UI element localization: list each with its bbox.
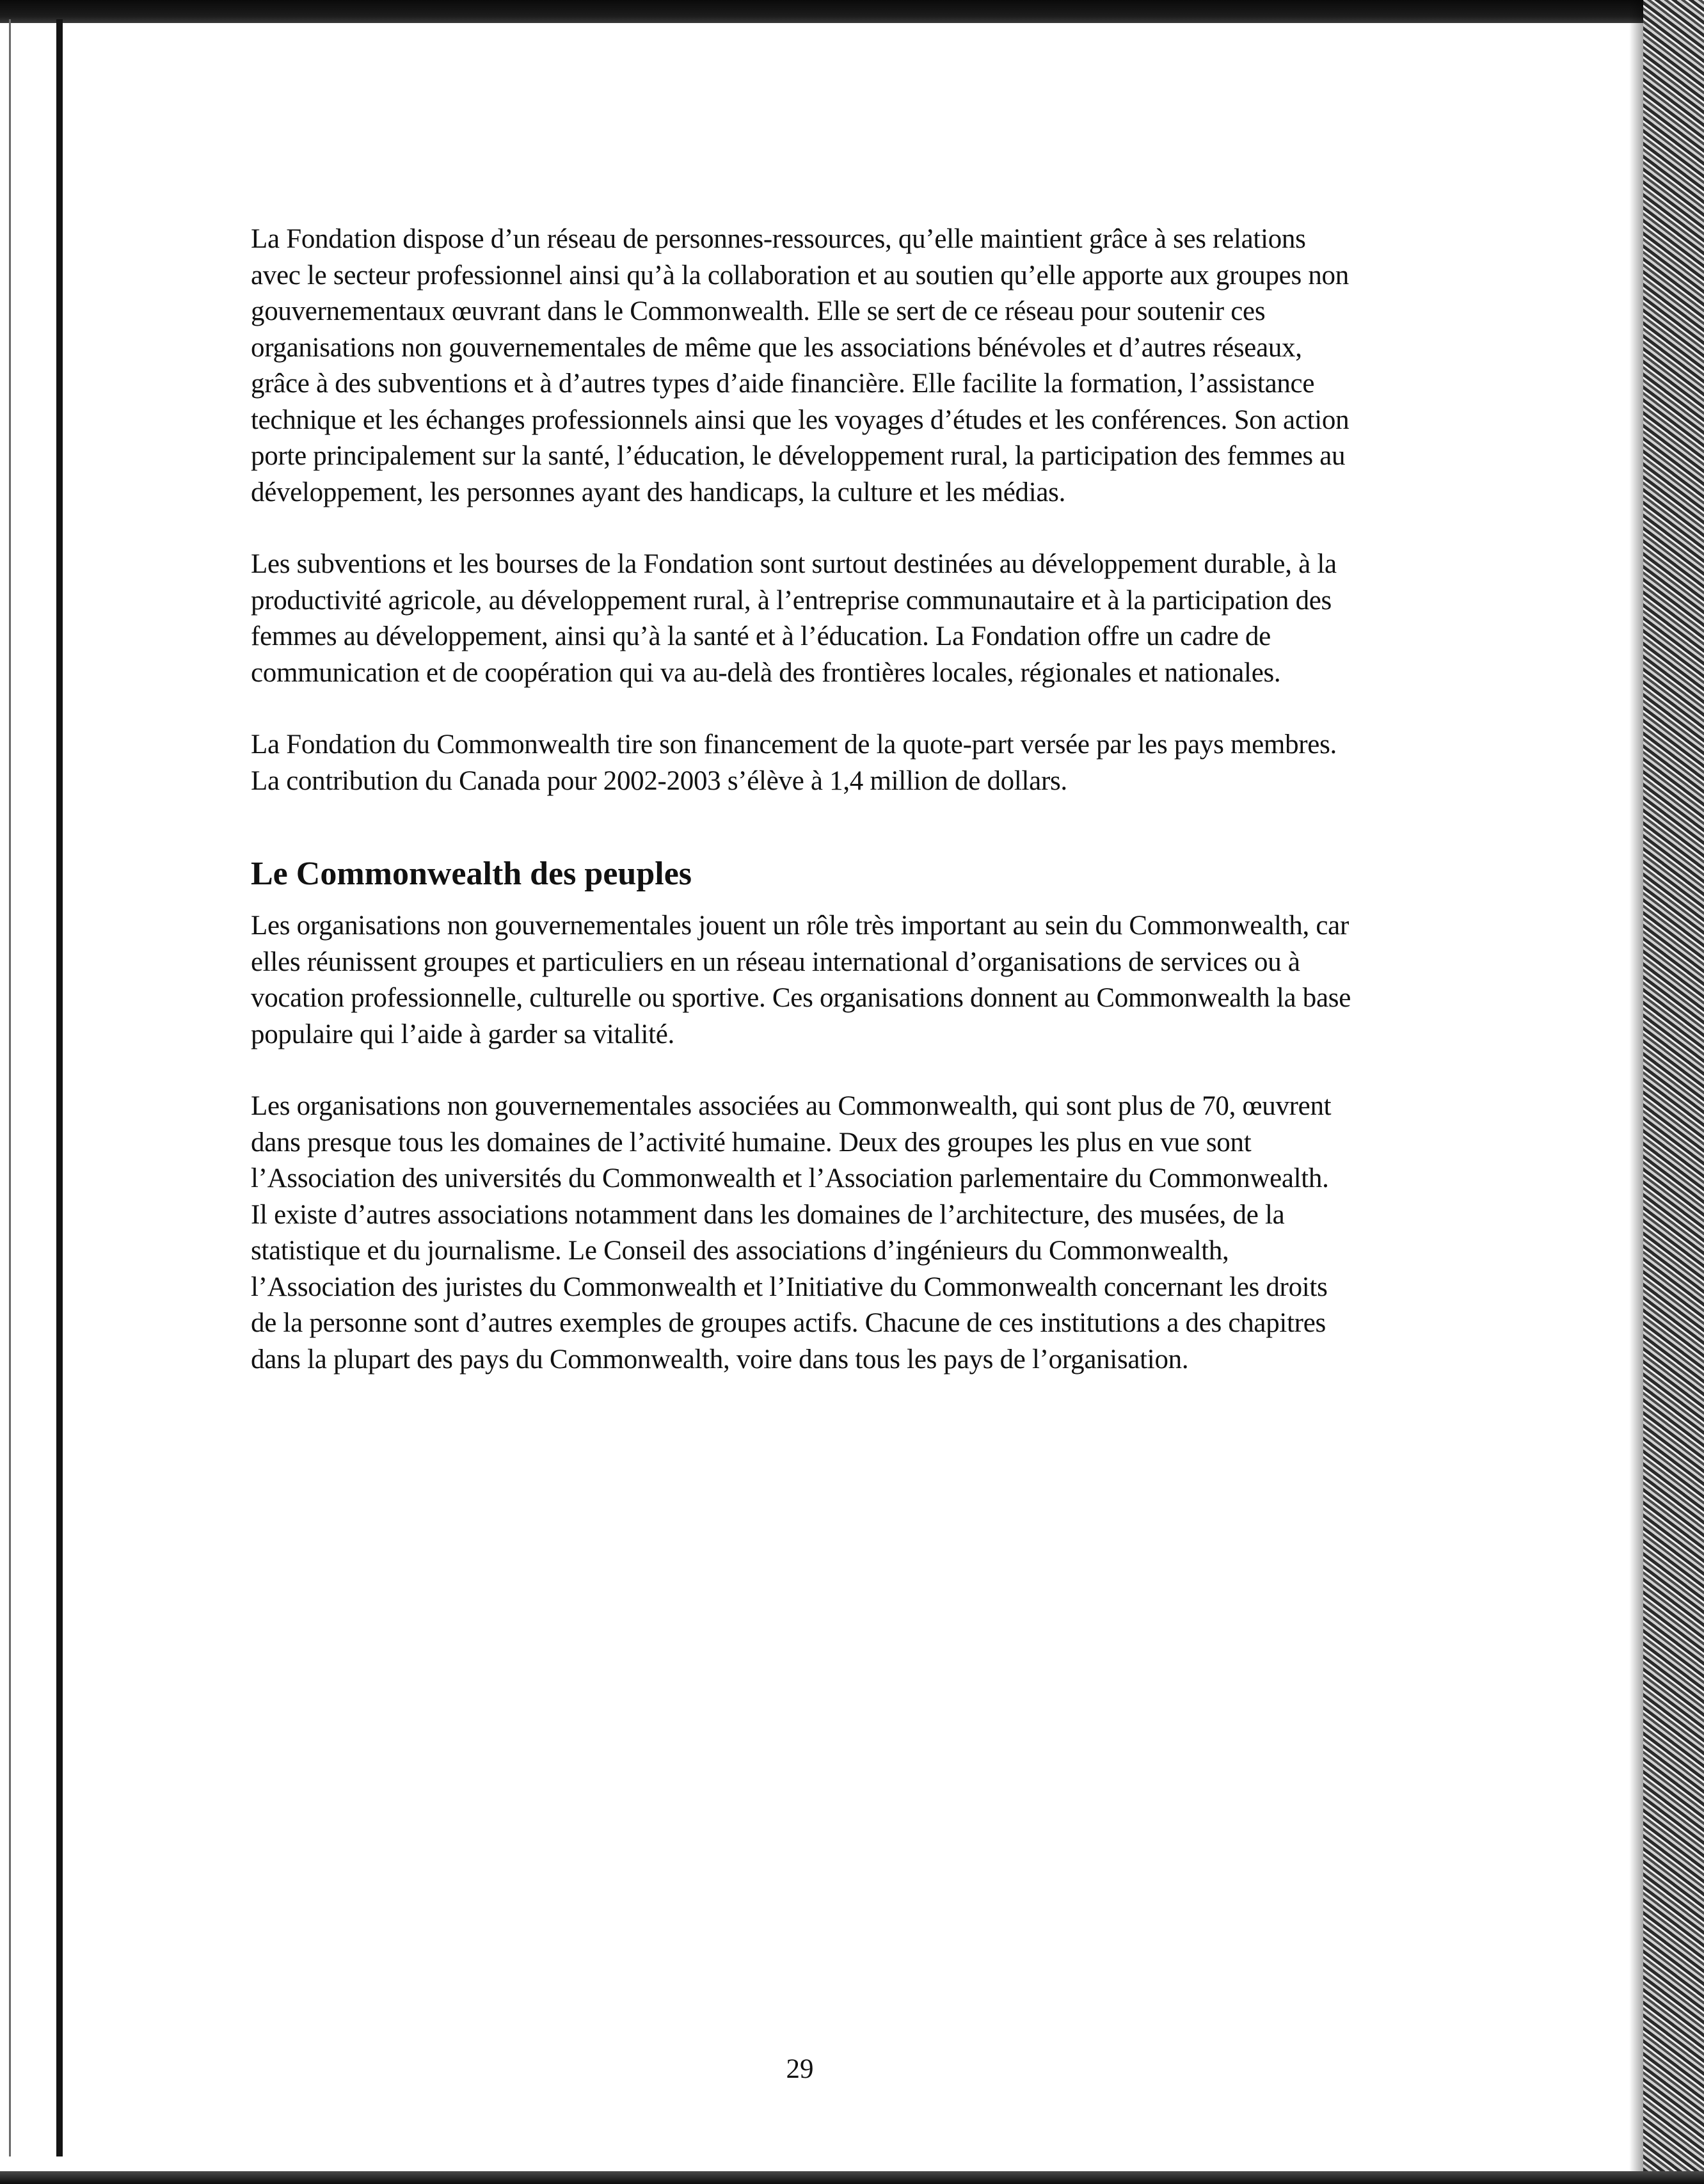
scan-right-edge <box>1643 0 1704 2184</box>
page-body <box>251 221 1351 1414</box>
scan-binding-rule <box>56 19 63 2156</box>
paragraph-ngo-role: Les organisations non gouvernementales jouent un rôle très important au sein du Commonwealth, car elles réunissent groupes et particuliers en un réseau international d’organisations de services ou à vocation professionnelle, culturelle ou sportive. Ces organisations donnent au Commonwealth la base populaire qui l’aide à garder sa vitalité. <box>251 911 1351 1049</box>
scan-left-margin-line <box>9 19 11 2156</box>
scan-bottom-edge <box>0 2171 1704 2184</box>
page-number: 29 <box>786 2054 814 2084</box>
scan-top-edge <box>0 0 1704 23</box>
scan-right-shadow <box>1629 0 1643 2184</box>
paragraph-fondation-network: La Fondation dispose d’un réseau de personnes-ressources, qu’elle maintient grâce à ses relations avec le secteur professionnel ainsi qu’à la collaboration et au soutien qu’elle apporte aux groupes non gouvernementaux œuvrant dans le Commonwealth. Elle se sert de ce réseau pour soutenir ces organisations non gouvernementales de même que les associations bénévoles et d’autres réseaux, grâce à des subventions et à d’autres types d’aide financière. Elle facilite la formation, l’assistance technique et les échanges professionnels ainsi que les voyages d’études et les conférences. Son action porte principalement sur la santé, l’éducation, le développement rural, la participation des femmes au développement, les personnes ayant des handicaps, la culture et les médias. <box>251 224 1350 507</box>
section-heading: Le Commonwealth des peuples <box>251 856 692 892</box>
paragraph-ngo-examples: Les organisations non gouvernementales associées au Commonwealth, qui sont plus de 70, œuvrent dans presque tous les domaines de l’activité humaine. Deux des groupes les plus en vue sont l’Association des universités du Commonwealth et l’Association parlementaire du Commonwealth. Il existe d’autres associations notamment dans les domaines de l’architecture, des musées, de la statistique et du journalisme. Le Conseil des associations d’ingénieurs du Commonwealth, l’Association des juristes du Commonwealth et l’Initiative du Commonwealth concernant les droits de la personne sont d’autres exemples de groupes actifs. Chacune de ces institutions a des chapitres dans la plupart des pays du Commonwealth, voire dans tous les pays de l’organisation. <box>251 1091 1332 1375</box>
paragraph-grants: Les subventions et les bourses de la Fondation sont surtout destinées au développement durable, à la productivité agricole, au développement rural, à l’entreprise communautaire et à la participation des femmes au développement, ainsi qu’à la santé et à l’éducation. La Fondation offre un cadre de communication et de coopération qui va au-delà des frontières locales, régionales et nationales. <box>251 549 1337 688</box>
paragraph-funding: La Fondation du Commonwealth tire son financement de la quote-part versée par les pays membres. La contribution du Canada pour 2002-2003 s’élève à 1,4 million de dollars. <box>251 729 1337 796</box>
